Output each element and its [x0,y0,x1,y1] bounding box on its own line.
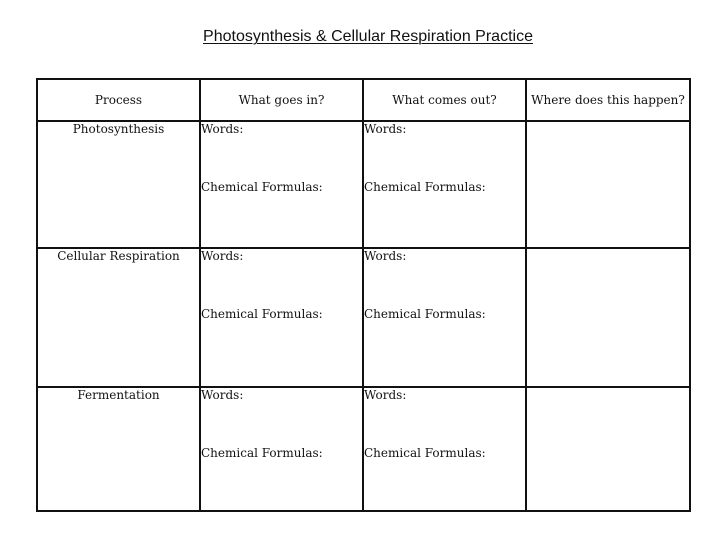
words-label: Words: [364,388,407,402]
header-what-goes-in: What goes in? [200,79,363,121]
words-label: Words: [201,122,244,136]
what-comes-out-cell[interactable] [363,121,526,248]
chemical-formulas-label: Chemical Formulas: [364,446,486,460]
practice-table [36,78,691,512]
where-cell[interactable] [526,248,690,387]
what-goes-in-cell[interactable] [200,387,363,511]
table-row-cellular-respiration [37,248,690,387]
what-goes-in-cell[interactable] [200,121,363,248]
header-row [37,79,690,121]
process-label: Photosynthesis [37,121,200,248]
header-where: Where does this happen? [526,79,690,121]
what-comes-out-cell[interactable] [363,248,526,387]
chemical-formulas-label: Chemical Formulas: [201,180,323,194]
page-title: Photosynthesis & Cellular Respiration Practice [203,28,533,45]
words-label: Words: [364,249,407,263]
process-label: Cellular Respiration [37,248,200,387]
words-label: Words: [201,249,244,263]
where-cell[interactable] [526,121,690,248]
table-row-fermentation [37,387,690,511]
header-what-comes-out: What comes out? [363,79,526,121]
words-label: Words: [201,388,244,402]
words-label: Words: [364,122,407,136]
header-process: Process [37,79,200,121]
what-comes-out-cell[interactable] [363,387,526,511]
table-row-photosynthesis [37,121,690,248]
chemical-formulas-label: Chemical Formulas: [201,307,323,321]
what-goes-in-cell[interactable] [200,248,363,387]
chemical-formulas-label: Chemical Formulas: [364,307,486,321]
chemical-formulas-label: Chemical Formulas: [201,446,323,460]
chemical-formulas-label: Chemical Formulas: [364,180,486,194]
where-cell[interactable] [526,387,690,511]
process-label: Fermentation [37,387,200,511]
